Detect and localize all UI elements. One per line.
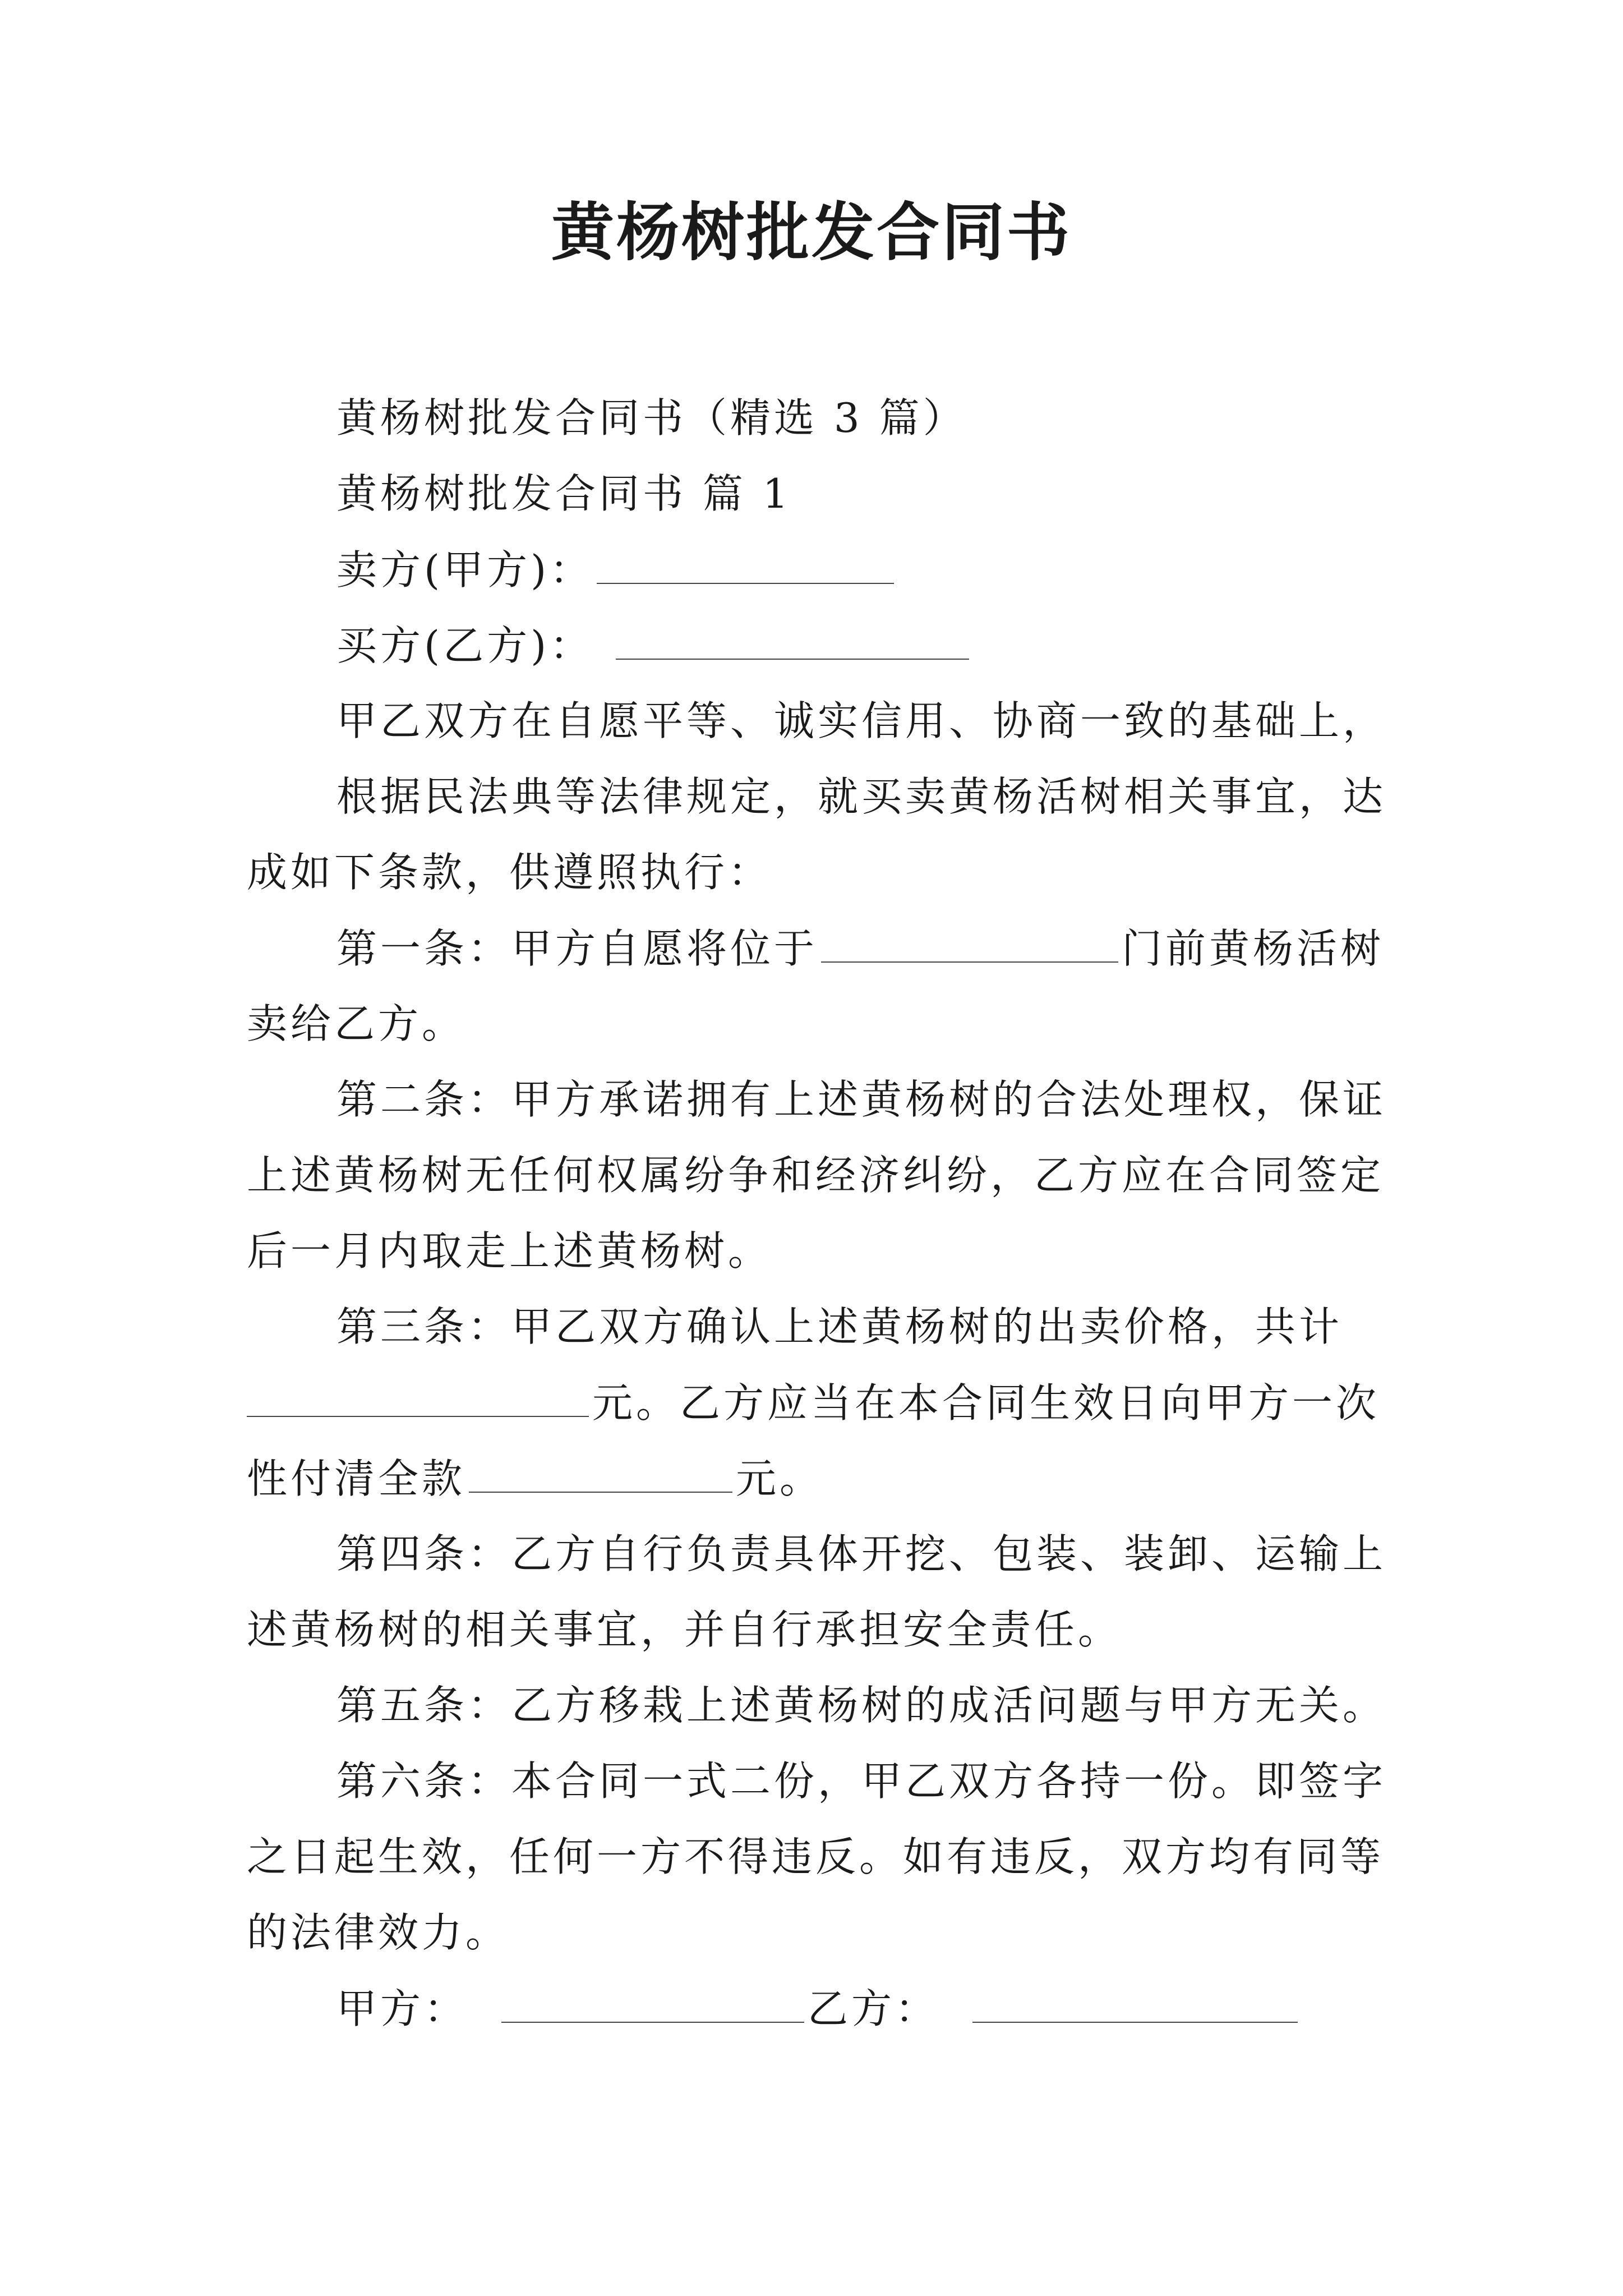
- article1-location-blank: [821, 920, 1118, 963]
- document-subtitle: 黄杨树批发合同书（精选 3 篇）: [336, 394, 967, 441]
- article2-line-3: 后一月内取走上述黄杨树。: [247, 1227, 772, 1274]
- article3-text-b: 性付清全款: [247, 1455, 466, 1502]
- article2-line-2: 上述黄杨树无任何权属纷争和经济纠纷，乙方应在合同签定: [247, 1152, 1385, 1199]
- article1-text-a: 第一条：甲方自愿将位于: [336, 925, 818, 972]
- article3-line-3: [247, 1450, 823, 1507]
- article4-line-1: 第四条：乙方自行负责具体开挖、包装、装卸、运输上: [336, 1530, 1387, 1577]
- article5-line-1: 第五条：乙方移栽上述黄杨树的成活问题与甲方无关。: [336, 1682, 1387, 1729]
- article3-text-c: 元。: [736, 1455, 824, 1502]
- section-heading: 黄杨树批发合同书 篇 1: [336, 470, 792, 517]
- buyer-label: 买方(乙方)：: [336, 622, 594, 669]
- article6-line-3: 的法律效力。: [247, 1909, 510, 1956]
- buyer-blank: [616, 617, 969, 660]
- intro-line-1: 甲乙双方在自愿平等、诚实信用、协商一致的基础上，: [336, 697, 1387, 744]
- party-b-signature-blank: [972, 1980, 1298, 2023]
- article6-line-1: 第六条：本合同一式二份，甲乙双方各持一份。即签字: [336, 1757, 1387, 1805]
- article3-price-blank: [247, 1374, 589, 1417]
- article3-text-a: 元。乙方应当在本合同生效日向甲方一次: [592, 1379, 1380, 1427]
- article6-line-2: 之日起生效，任何一方不得违反。如有违反，双方均有同等: [247, 1833, 1385, 1880]
- seller-blank: [597, 541, 894, 584]
- seller-line: [336, 541, 897, 598]
- article1-line-1: [336, 920, 1384, 977]
- signature-line: [336, 1980, 1301, 2037]
- party-b-label: 乙方：: [808, 1985, 939, 2032]
- article3-payment-blank: [469, 1450, 732, 1493]
- party-a-signature-blank: [501, 1980, 804, 2023]
- article3-line-1: 第三条：甲乙双方确认上述黄杨树的出卖价格，共计: [336, 1303, 1343, 1350]
- article4-line-2: 述黄杨树的相关事宜，并自行承担安全责任。: [247, 1606, 1122, 1653]
- buyer-line: [336, 617, 972, 674]
- article1-line-2: 卖给乙方。: [247, 1000, 466, 1047]
- article1-text-b: 门前黄杨活树: [1122, 925, 1385, 972]
- document-title: 黄杨树批发合同书: [551, 196, 1072, 269]
- intro-line-3: 成如下条款，供遵照执行：: [247, 849, 772, 896]
- article2-line-1: 第二条：甲方承诺拥有上述黄杨树的合法处理权，保证: [336, 1076, 1387, 1123]
- intro-line-2: 根据民法典等法律规定，就买卖黄杨活树相关事宜，达: [336, 773, 1387, 820]
- article3-line-2: [247, 1374, 1380, 1431]
- seller-label: 卖方(甲方)：: [336, 546, 594, 593]
- party-a-label: 甲方：: [336, 1985, 468, 2032]
